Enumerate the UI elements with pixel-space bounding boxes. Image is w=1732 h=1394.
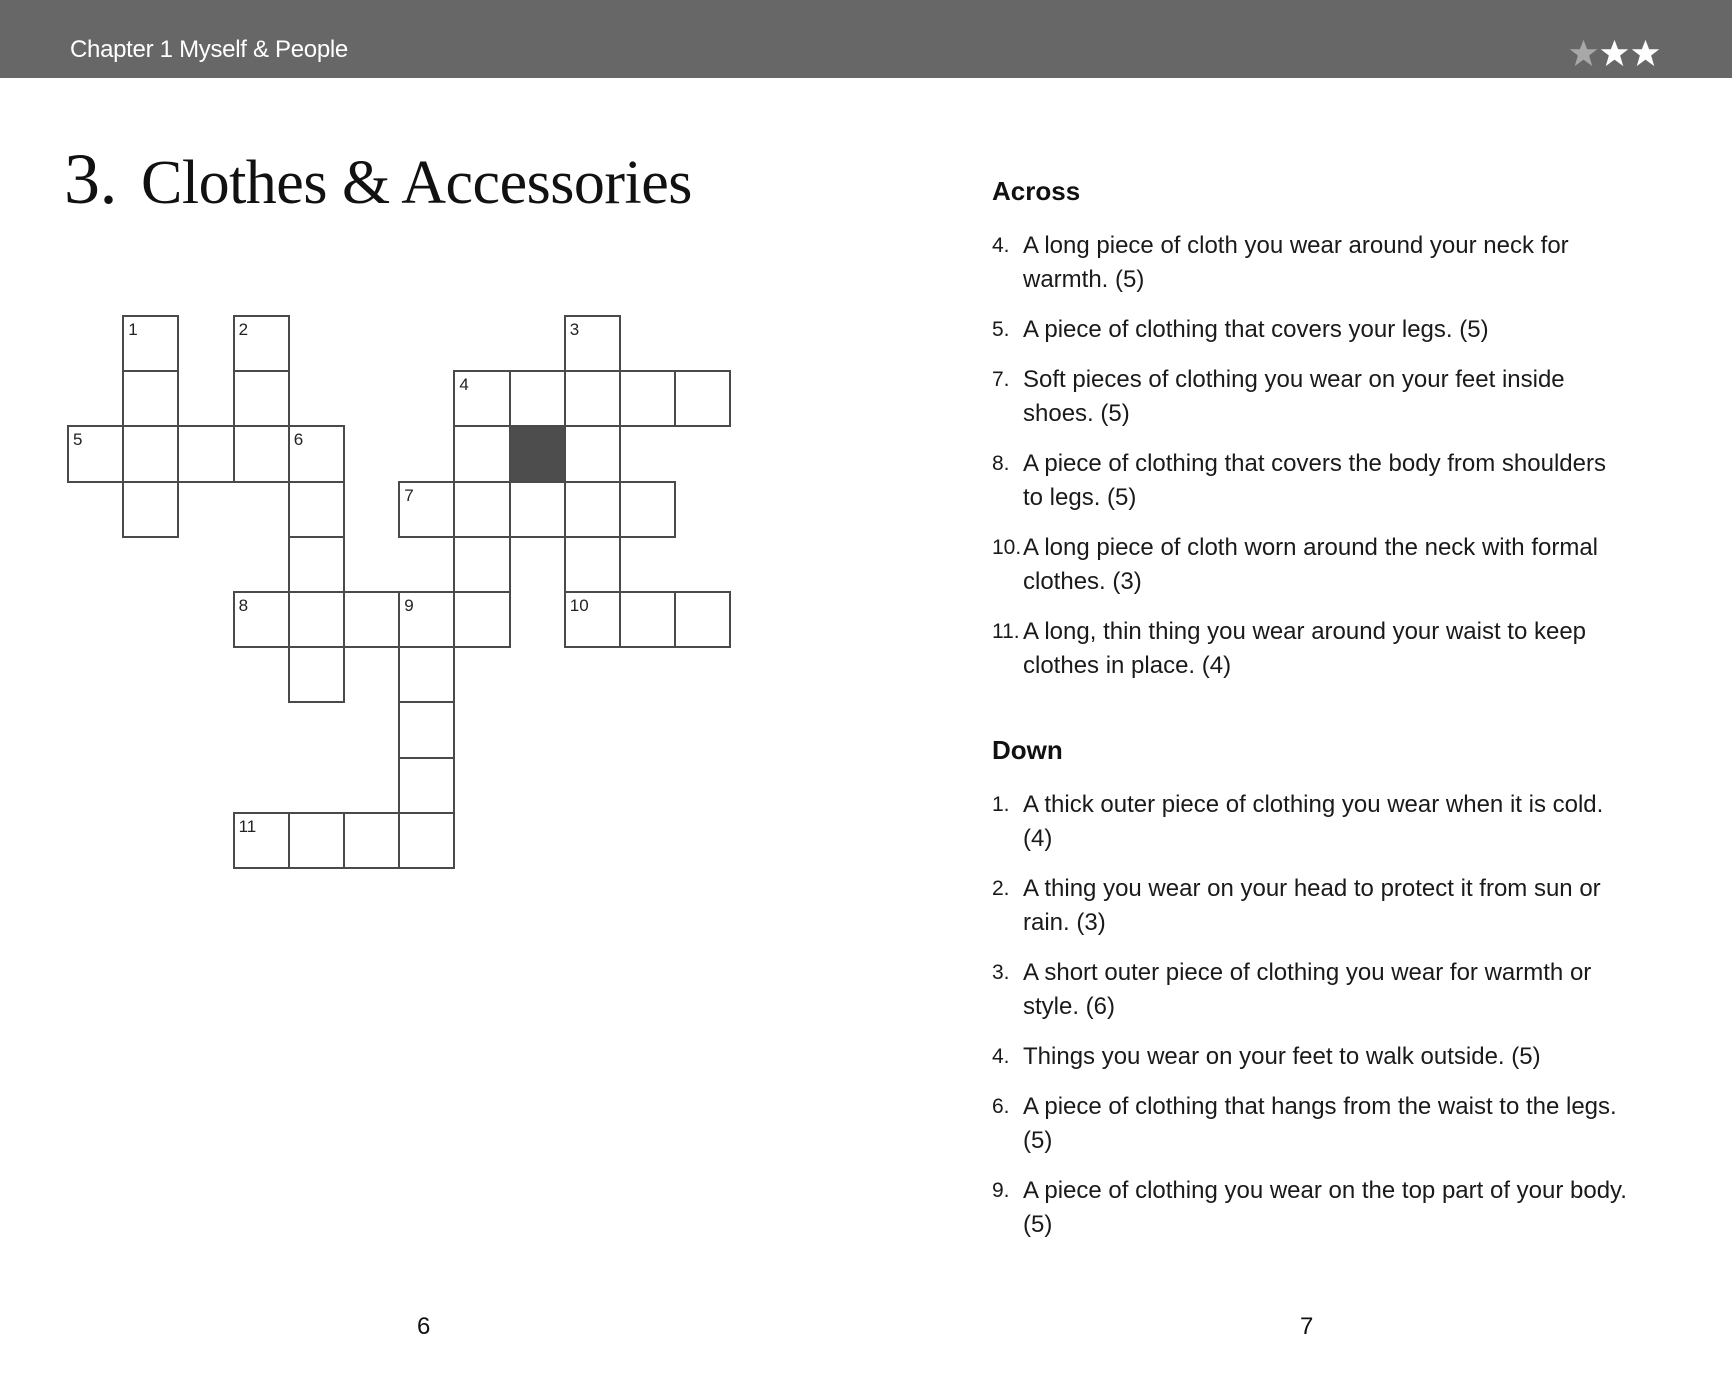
crossword-cell[interactable] <box>453 536 510 593</box>
crossword-cell[interactable] <box>398 812 455 869</box>
crossword-cell[interactable] <box>564 370 621 427</box>
crossword-cell[interactable] <box>674 370 731 427</box>
clue-number: 1. <box>992 793 1010 816</box>
down-heading: Down <box>992 735 1063 765</box>
clue-text: A piece of clothing that covers the body from shoulders to legs. (5) <box>1023 450 1606 511</box>
clue-text: A long piece of cloth you wear around your neck for warmth. (5) <box>1023 232 1569 293</box>
crossword-cell[interactable] <box>233 370 290 427</box>
clue-number-label: 6 <box>293 430 304 450</box>
clue-number: 8. <box>992 452 1010 475</box>
crossword-cell[interactable] <box>398 646 455 703</box>
section-number: 3. <box>64 139 117 219</box>
crossword-cell[interactable] <box>453 591 510 648</box>
crossword-cell[interactable] <box>564 591 621 648</box>
clue-text: A thick outer piece of clothing you wear when it is cold. (4) <box>1023 791 1604 852</box>
crossword-cell[interactable] <box>564 425 621 482</box>
crossword-cell[interactable] <box>122 370 179 427</box>
crossword-cell[interactable] <box>674 591 731 648</box>
clue-number: 9. <box>992 1179 1010 1202</box>
crossword-cell[interactable] <box>619 591 676 648</box>
crossword-cell[interactable] <box>288 425 345 482</box>
across-clue <box>992 229 1632 297</box>
across-section <box>992 176 1632 683</box>
clue-number: 4. <box>992 234 1010 257</box>
clue-number-label: 5 <box>73 430 83 450</box>
crossword-cell[interactable] <box>619 481 676 538</box>
down-clue <box>992 1174 1632 1242</box>
across-clue <box>992 447 1632 515</box>
crossword-cell[interactable] <box>619 370 676 427</box>
across-clue <box>992 531 1632 599</box>
across-clue <box>992 363 1632 431</box>
across-clue-list <box>992 229 1632 683</box>
crossword-cell[interactable] <box>453 425 510 482</box>
crossword-cell[interactable] <box>288 481 345 538</box>
down-section <box>992 735 1632 1242</box>
crossword-cell[interactable] <box>233 812 290 869</box>
crossword-cell[interactable] <box>288 536 345 593</box>
down-clue <box>992 788 1632 856</box>
down-clue <box>992 872 1632 940</box>
clue-number-label: 2 <box>238 320 249 339</box>
clue-text: A piece of clothing that covers your legs. (5) <box>1023 316 1489 343</box>
across-clue <box>992 313 1632 347</box>
clue-number: 7. <box>992 368 1010 391</box>
crossword-cell[interactable] <box>288 812 345 869</box>
down-clue <box>992 1090 1632 1158</box>
clue-number-label: 1 <box>128 320 138 339</box>
across-heading: Across <box>992 176 1081 206</box>
crossword-cell[interactable] <box>233 425 290 482</box>
clue-number-label: 10 <box>569 596 589 615</box>
clue-number-label: 9 <box>404 596 414 615</box>
clue-text: Soft pieces of clothing you wear on your feet inside shoes. (5) <box>1023 366 1565 427</box>
page-number-left: 6 <box>417 1313 431 1340</box>
down-clue <box>992 1040 1632 1074</box>
crossword-cell[interactable] <box>343 591 400 648</box>
clue-number-label: 7 <box>404 485 414 505</box>
crossword-cell[interactable] <box>453 370 510 427</box>
crossword-cell[interactable] <box>233 315 290 372</box>
across-clue <box>992 615 1632 683</box>
crossword-cell[interactable] <box>453 481 510 538</box>
clue-text: A piece of clothing you wear on the top part of your body. (5) <box>1023 1177 1627 1238</box>
clue-number: 10. <box>992 536 1022 559</box>
clue-number-label: 3 <box>569 320 580 339</box>
page-title <box>64 138 692 221</box>
page-number-right: 7 <box>1300 1313 1314 1340</box>
crossword-cell[interactable] <box>288 591 345 648</box>
crossword-cell[interactable] <box>288 646 345 703</box>
clue-text: A long, thin thing you wear around your waist to keep clothes in place. (4) <box>1023 618 1587 679</box>
crossword-cell[interactable] <box>177 425 234 482</box>
crossword-cell[interactable] <box>343 812 400 869</box>
crossword-cell[interactable] <box>398 591 455 648</box>
down-clue <box>992 956 1632 1024</box>
crossword-cell[interactable] <box>122 315 179 372</box>
clue-number-label: 8 <box>238 596 249 615</box>
clue-number: 11. <box>992 620 1020 643</box>
clue-number: 2. <box>992 877 1010 900</box>
star-filled-icon <box>1599 38 1630 68</box>
clue-number-label: 4 <box>459 375 469 395</box>
clue-text: A piece of clothing that hangs from the waist to the legs. (5) <box>1023 1093 1617 1154</box>
chapter-title: Chapter 1 Myself & People <box>70 36 348 63</box>
clue-number: 4. <box>992 1045 1010 1068</box>
crossword-cell[interactable] <box>509 370 566 427</box>
crossword-cell[interactable] <box>564 481 621 538</box>
clue-number: 3. <box>992 961 1010 984</box>
crossword-cell[interactable] <box>398 757 455 814</box>
star-empty-icon <box>1568 38 1599 68</box>
clue-number-label: 11 <box>238 816 257 836</box>
section-title: Clothes & Accessories <box>141 149 692 217</box>
clue-text: A long piece of cloth worn around the neck with formal clothes. (3) <box>1023 534 1598 595</box>
down-clue-list <box>992 788 1632 1242</box>
clue-number: 6. <box>992 1095 1010 1118</box>
crossword-black-cell <box>509 425 566 482</box>
crossword-cell[interactable] <box>122 425 179 482</box>
crossword-cell[interactable] <box>122 481 179 538</box>
clue-text: A short outer piece of clothing you wear for warmth or style. (6) <box>1023 959 1592 1020</box>
chapter-header <box>0 0 1732 78</box>
clues-panel <box>992 176 1632 1258</box>
crossword-cell[interactable] <box>398 481 455 538</box>
crossword-cell[interactable] <box>564 536 621 593</box>
difficulty-rating <box>1568 38 1661 68</box>
crossword-cell[interactable] <box>564 315 621 372</box>
crossword-cell[interactable] <box>233 591 290 648</box>
star-filled-icon <box>1630 38 1661 68</box>
crossword-cell[interactable] <box>509 481 566 538</box>
clue-text: Things you wear on your feet to walk outside. (5) <box>1023 1043 1541 1070</box>
crossword-cell[interactable] <box>398 701 455 758</box>
clue-number: 5. <box>992 318 1010 341</box>
clue-text: A thing you wear on your head to protect it from sun or rain. (3) <box>1023 875 1601 936</box>
crossword-cell[interactable] <box>67 425 124 482</box>
